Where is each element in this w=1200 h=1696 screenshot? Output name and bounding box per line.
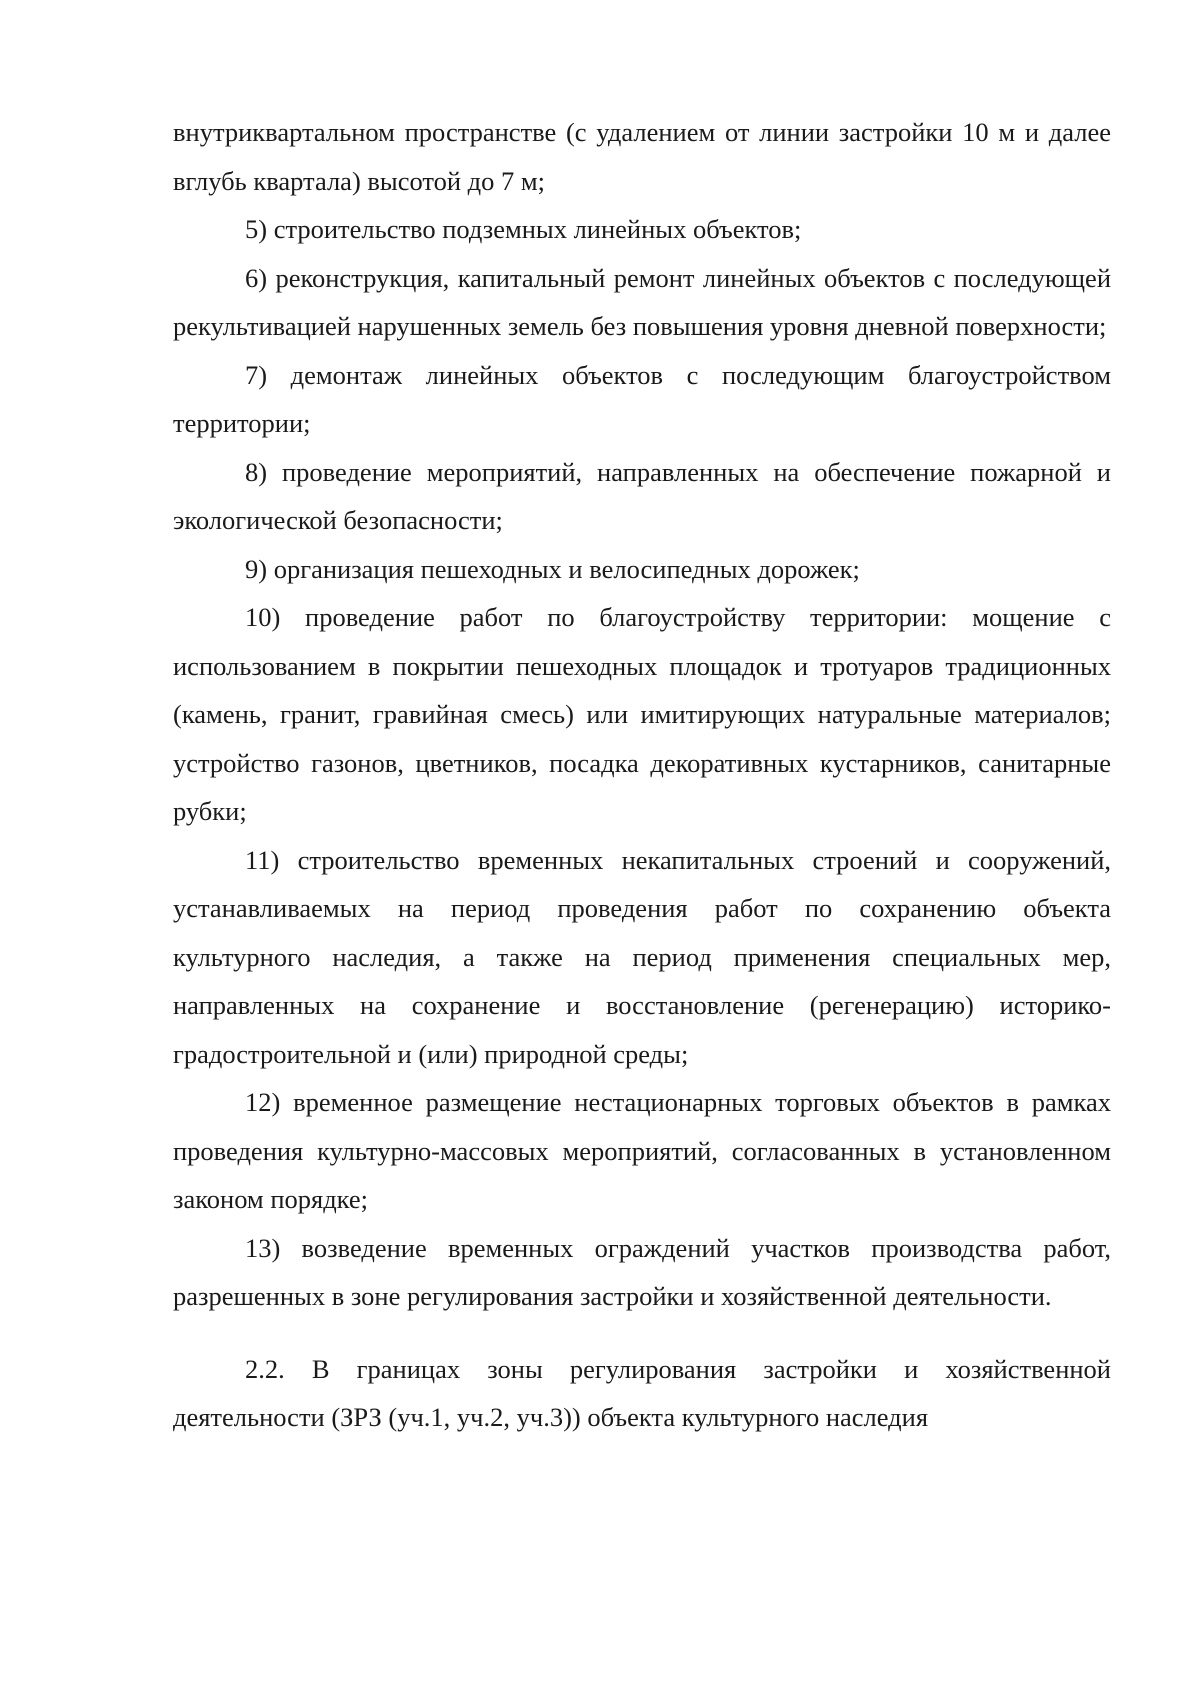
list-item-12: 12) временное размещение нестационарных торговых объектов в рамках проведения культурно-массовых мероприятий, согласованных в установленном законом порядке;: [173, 1087, 1111, 1214]
list-item-13: 13) возведение временных ограждений участков производства работ, разрешенных в зоне регулирования застройки и хозяйственной деятельности.: [173, 1232, 1111, 1311]
list-item-7: 7) демонтаж линейных объектов с последующим благоустройством территории;: [173, 359, 1111, 438]
list-item-5: 5) строительство подземных линейных объектов;: [245, 214, 802, 244]
list-item-8: 8) проведение мероприятий, направленных на обеспечение пожарной и экологической безопасности;: [173, 456, 1111, 535]
list-item-11: 11) строительство временных некапитальных строений и сооружений, устанавливаемых на период проведения работ по сохранению объекта культурного наследия, а также на период применения специальных мер, направленных на сохранение и восстановление (регенерацию) историко-градостроительной и (или) природной среды;: [173, 844, 1111, 1069]
list-item-10: 10) проведение работ по благоустройству территории: мощение с использованием в покрытии пешеходных площадок и тротуаров традиционных (камень, гранит, гравийная смесь) или имитирующих натуральные материалов; устройство газонов, цветников, посадка декоративных кустарников, санитарные рубки;: [173, 602, 1111, 826]
document-body: [173, 108, 1111, 1442]
paragraph-continuation: внутриквартальном пространстве (с удалением от линии застройки 10 м и далее вглубь квартала) высотой до 7 м;: [173, 117, 1111, 196]
list-item-9: 9) организация пешеходных и велосипедных дорожек;: [245, 553, 860, 584]
section-2-2: 2.2. В границах зоны регулирования застройки и хозяйственной деятельности (ЗРЗ (уч.1, уч.2, уч.3)) объекта культурного наследия: [173, 1353, 1111, 1432]
list-item-6: 6) реконструкция, капитальный ремонт линейных объектов с последующей рекультивацией нарушенных земель без повышения уровня дневной поверхности;: [173, 262, 1111, 341]
